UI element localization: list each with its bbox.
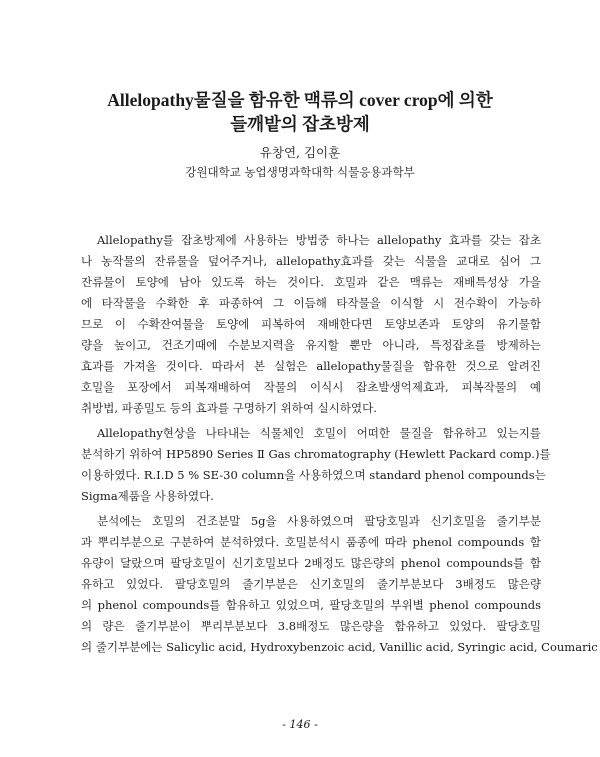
text-line: 량을 높이고, 건조기때에 수분보지력을 유지할 뿐만 아니라, 특정잡초를 방제하는 bbox=[81, 338, 541, 352]
text-line: 효과를 가져올 것이다. 따라서 본 실험은 allelopathy물질을 함유한 것으로 알려진 bbox=[81, 359, 541, 373]
text-line: 의 phenol compounds를 함유하고 있었으며, 팔당호밀의 부위별 phenol compounds bbox=[81, 598, 541, 612]
text-line: 에 타작물을 수확한 후 파종하여 그 이듬해 타작물을 이식할 시 전수확이 가능하 bbox=[81, 296, 541, 310]
text-line: 의 줄기부분에는 Salicylic acid, Hydroxybenzoic acid, Vanillic acid, Syringic acid, Coumaric bbox=[81, 640, 598, 654]
title-line-1: Allelopathy물질을 함유한 맥류의 cover crop에 의한 bbox=[107, 90, 493, 110]
text-line: 나 농작물의 잔류물을 덮어주거나, allelopathy효과를 갖는 식물을 교대로 심어 그 bbox=[81, 254, 541, 268]
authors: 유창연, 김이훈 bbox=[259, 145, 341, 160]
text-line: 분석하기 위하여 HP5890 Series Ⅱ Gas chromatography (Hewlett Packard comp.)를 bbox=[81, 447, 551, 461]
page-number: - 146 - bbox=[282, 718, 318, 731]
text-line: 분석에는 호밀의 건조분말 5g을 사용하였으며 팔당호밀과 신기호밀을 줄기부분 bbox=[97, 514, 541, 528]
text-line: Allelopathy현상을 나타내는 식물체인 호밀이 어떠한 물질을 함유하고 있는지를 bbox=[97, 426, 541, 440]
body-text bbox=[81, 230, 598, 658]
text-line: 취방법, 파종밀도 등의 효과를 구명하기 위하여 실시하였다. bbox=[81, 401, 377, 415]
text-line: 과 뿌리부분으로 구분하여 분석하였다. 호밀분석시 품종에 따라 phenol compounds 함 bbox=[81, 535, 541, 549]
title-line-2: 들깨밭의 잡초방제 bbox=[230, 114, 370, 134]
text-line: 유량이 달랐으며 팔당호밀이 신기호밀보다 2배정도 많은량의 phenol compounds를 함 bbox=[81, 556, 541, 570]
affiliation: 강원대학교 농업생명과학대학 식물응용과학부 bbox=[185, 165, 415, 179]
text-line: 의 량은 줄기부분이 뿌리부분보다 3.8배정도 많은량을 함유하고 있었다. 팔당호밀 bbox=[81, 619, 541, 633]
paragraph bbox=[81, 230, 541, 419]
text-line: 므로 이 수확잔여물을 토양에 피복하여 재배한다면 토양보존과 토양의 유기물함 bbox=[81, 317, 541, 331]
text-line: 이용하였다. R.I.D 5 % SE-30 column을 사용하였으며 standard phenol compounds는 bbox=[81, 468, 546, 482]
text-line: 유하고 있었다. 팔당호밀의 줄기부분은 신기호밀의 줄기부분보다 3배정도 많은량 bbox=[81, 577, 541, 591]
text-line: Allelopathy를 잡초방제에 사용하는 방법중 하나는 allelopathy 효과를 갖는 잡초 bbox=[97, 233, 541, 247]
text-line: 호밀을 포장에서 피복재배하여 작물의 이식시 잡초발생억제효과, 피복작물의 예 bbox=[81, 380, 541, 394]
text-line: Sigma제품을 사용하였다. bbox=[81, 489, 214, 503]
text-line: 잔류물이 토양에 남아 있도록 하는 것이다. 호밀과 같은 맥류는 재배특성상 가을 bbox=[81, 275, 541, 289]
paragraph bbox=[81, 511, 598, 658]
paragraph bbox=[81, 423, 551, 507]
